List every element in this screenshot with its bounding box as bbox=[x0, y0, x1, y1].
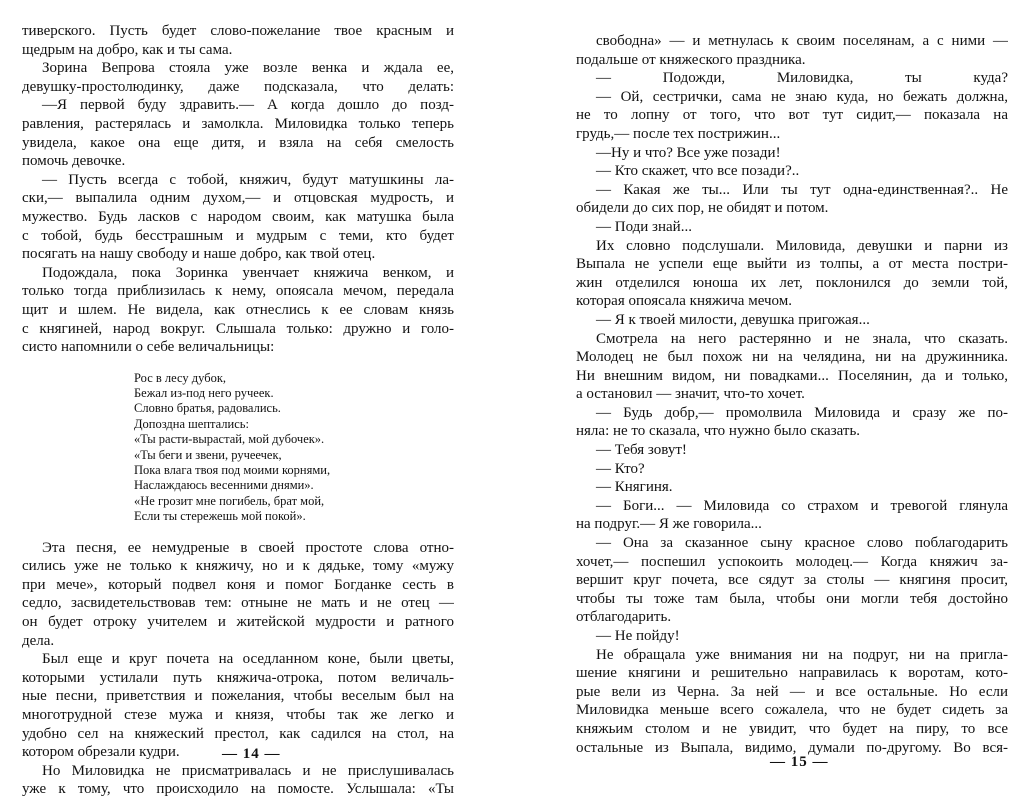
text-line: ные песни, приветствия и пожелания, чтобы веселым был на bbox=[22, 688, 454, 705]
text-line: которая опоясала княжича мечом. bbox=[576, 293, 792, 310]
text-line: мужество. Будь ласков с народом своим, как матушка была bbox=[22, 208, 454, 225]
text-line: — Она за сказанное сыну красное слово поблагодарить bbox=[596, 535, 1008, 552]
text-line: посягать на нашу свободу и наше добро, как твой отец. bbox=[22, 246, 376, 263]
text-line: — Боги... — Миловида со страхом и тревогой глянула bbox=[596, 497, 1008, 514]
poem-line: Допоздна шептались: bbox=[134, 416, 249, 431]
text-line: дела. bbox=[22, 632, 55, 649]
text-line: — Кто? bbox=[596, 460, 645, 477]
text-line: Их словно подслушали. Миловида, девушки и парни из bbox=[596, 237, 1008, 254]
poem-line: Рос в лесу дубок, bbox=[134, 370, 227, 385]
text-line: Ни внешним видом, ни повадками... Поселянин, да и только, bbox=[576, 367, 1008, 384]
text-line: княжьим столом и не увидит, что будет на пиру, то все bbox=[576, 720, 1008, 737]
text-line: грудь,— после тех пострижин... bbox=[576, 125, 781, 142]
poem-line: Если ты стережешь мой покой». bbox=[134, 509, 306, 524]
text-line: увидела, какое она еще дитя, и взяла на себя смелость bbox=[22, 134, 454, 151]
text-line: остальные из Выпала, видимо, думали по-другому. Во вся- bbox=[576, 739, 1008, 756]
text-line: при мече», который подвел коня и помог Богданке сесть в bbox=[22, 576, 454, 593]
text-line: — Подожди, Миловидка, ты куда? bbox=[596, 70, 1008, 87]
text-line: — Тебя зовут! bbox=[596, 442, 687, 459]
text-line: помочь девочке. bbox=[22, 153, 126, 170]
text-line: на подруг.— Я же говорила... bbox=[576, 516, 762, 533]
text-line: обидели до сих пор, не обидят и потом. bbox=[576, 200, 829, 217]
text-line: — Кто скажет, что все позади?.. bbox=[596, 163, 800, 180]
right-text-block bbox=[576, 32, 1008, 757]
text-line: тиверского. Пусть будет слово-пожелание твое красным и bbox=[22, 23, 454, 39]
text-line: с тобой, будь бесстрашным и мудрым с теми, кто будет bbox=[22, 227, 454, 244]
text-line: Молодец не был похож ни на челядина, ни на дружинника. bbox=[576, 349, 1008, 366]
text-line: не то лопну от того, что вот тут сидит,— показала на bbox=[576, 107, 1008, 124]
poem-line: «Ты беги и звени, ручеечек, bbox=[134, 447, 282, 462]
right-page bbox=[576, 32, 1008, 757]
text-line: — Поди знай... bbox=[596, 218, 692, 235]
text-line: котором обрезали кудри. bbox=[22, 744, 180, 761]
text-line: свободна» — и метнулась к своим поселянам, а с ними — bbox=[596, 33, 1008, 49]
text-line: с княгиней, народ вокруг. Слышала только: дружно и голо- bbox=[22, 320, 454, 337]
text-line: Не обращала уже внимания ни на подруг, ни на пригла- bbox=[596, 646, 1008, 663]
poem-line: Словно братья, радовались. bbox=[134, 401, 281, 416]
text-line: чтобы ты тоже там была, чтобы они могли тебя достойно bbox=[576, 590, 1008, 607]
text-line: — Будь добр,— промолвила Миловида и сразу же по- bbox=[596, 404, 1008, 421]
text-line: равления, растерялась и замолкла. Миловидка только теперь bbox=[22, 115, 454, 132]
text-line: многотрудной стезе мужа и князя, чтобы так же легко и bbox=[22, 706, 454, 723]
text-line: которыми устилали путь княжича-отрока, потом величаль- bbox=[22, 669, 454, 686]
poem-line: «Ты расти-вырастай, мой дубочек». bbox=[134, 432, 325, 447]
text-line: —Я первой буду здравить.— А когда дошло до позд- bbox=[42, 97, 454, 114]
poem-line: Пока влага твоя под моими корнями, bbox=[134, 463, 331, 478]
poem-line: Наслаждаюсь весенними днями». bbox=[134, 478, 314, 493]
text-line: сились уже не только к княжичу, но и к дядьке, тому «мужу bbox=[22, 558, 454, 575]
text-line: жин отделился юноша их лет, поклонился до земли той, bbox=[576, 274, 1008, 291]
text-line: щит и шлем. Не видела, как отнеслись к ее словам князь bbox=[22, 301, 454, 318]
text-line: седло, засвидетельствовав тем: отныне не мать и не отец — bbox=[22, 595, 454, 612]
text-line: — Какая же ты... Или ты тут одна-единственная?.. Не bbox=[596, 181, 1008, 198]
text-line: отблагодарить. bbox=[576, 609, 672, 626]
text-line: — Княгиня. bbox=[596, 479, 673, 496]
poem bbox=[134, 371, 454, 525]
text-line: уже к тому, что происходило на помосте. Услышала: «Ты bbox=[22, 781, 454, 798]
poem-line: Бежал из-под него ручеек. bbox=[134, 386, 274, 401]
text-line: а остановил — значит, что-то хочет. bbox=[576, 386, 805, 403]
page-number-left: — 14 — bbox=[222, 746, 281, 762]
text-line: Зорина Вепрова стояла уже возле венка и ждала ее, bbox=[42, 60, 454, 77]
text-line: няла: не то сказала, что нужно было сказать. bbox=[576, 423, 861, 440]
poem-line: «Не грозит мне погибель, брат мой, bbox=[134, 493, 325, 508]
text-line: щедрым на добро, как и ты сама. bbox=[22, 41, 233, 58]
text-line: Но Миловидка не присматривалась и не прислушивалась bbox=[42, 762, 454, 779]
text-line: девушку-простолюдинку, даже подсказала, что делать: bbox=[22, 78, 454, 95]
text-line: — Ой, сестрички, сама не знаю куда, но бежать должна, bbox=[596, 88, 1008, 105]
page-number-right: — 15 — bbox=[770, 754, 829, 770]
left-page bbox=[22, 22, 454, 799]
text-line: шение княгини и решительно направилась к воротам, кото- bbox=[576, 665, 1008, 682]
text-line: —Ну и что? Все уже позади! bbox=[596, 144, 781, 161]
left-text-block-1 bbox=[22, 22, 454, 357]
text-line: только тогда приблизилась к нему, опоясала мечом, передала bbox=[22, 283, 454, 300]
text-line: — Не пойду! bbox=[596, 628, 680, 644]
text-line: хочет,— поспешил успокоить молодец.— Когда княжич за- bbox=[576, 553, 1008, 570]
text-line: Был еще и круг почета на оседланном коне, были цветы, bbox=[42, 651, 454, 668]
text-line: рые вели из Черна. За ней — и все остальные. Но если bbox=[576, 683, 1008, 700]
text-line: Подождала, пока Зоринка увенчает княжича венком, и bbox=[42, 264, 454, 281]
text-line: Эта песня, ее немудреные в своей простоте слова отно- bbox=[42, 539, 454, 556]
text-line: вершит круг почета, все сядут за столы — княгиня просит, bbox=[576, 572, 1008, 589]
text-line: он будет отроку учителем и житейской мудрости и ратного bbox=[22, 613, 454, 630]
text-line: Смотрела на него растерянно и не знала, что сказать. bbox=[596, 330, 1008, 347]
text-line: Выпала не успели еще выйти из толпы, а от места постри- bbox=[576, 256, 1008, 273]
text-line: — Пусть всегда с тобой, княжич, будут матушкины ла- bbox=[42, 171, 454, 188]
text-line: удобно сел на княжеский престол, как садился на стол, на bbox=[22, 725, 454, 742]
text-line: ски,— выпалила одним духом,— и отцовская мудрость, и bbox=[22, 190, 454, 207]
text-line: подальше от княжеского праздника. bbox=[576, 51, 806, 68]
text-line: Миловидка меньше всего сожалела, что не будет сидеть за bbox=[576, 702, 1008, 719]
text-line: систо напомнили о себе величальницы: bbox=[22, 339, 275, 356]
text-line: — Я к твоей милости, девушка пригожая... bbox=[596, 311, 870, 328]
